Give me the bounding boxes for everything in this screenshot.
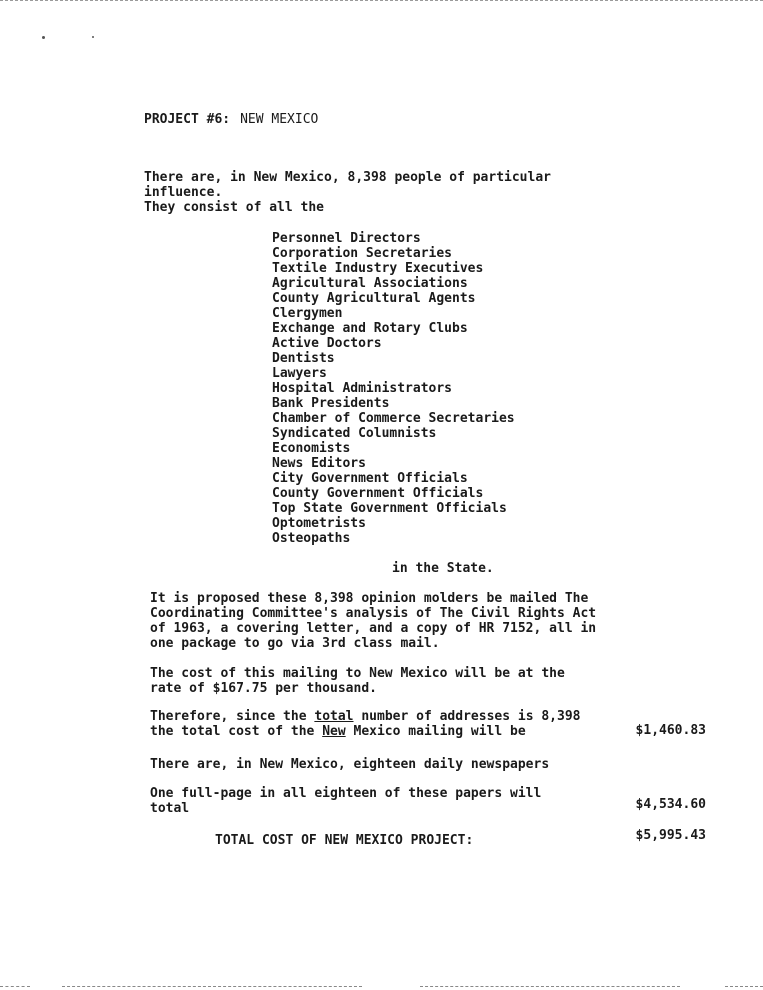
scan-speck — [42, 36, 45, 39]
list-item: Bank Presidents — [272, 396, 390, 411]
list-item: Personnel Directors — [272, 231, 421, 246]
list-item: Corporation Secretaries — [272, 246, 453, 261]
cost-rate-line: rate of $167.75 per thousand. — [150, 681, 377, 696]
in-state-line: in the State. — [392, 561, 494, 576]
title-value: NEW MEXICO — [240, 112, 319, 127]
list-item: Agricultural Associations — [272, 276, 468, 291]
bottom-edge-rule — [420, 986, 680, 987]
grand-total-amount: $5,995.43 — [635, 828, 706, 843]
list-item: Clergymen — [272, 306, 343, 321]
list-item: Lawyers — [272, 366, 327, 381]
list-item: News Editors — [272, 456, 366, 471]
intro-line: There are, in New Mexico, 8,398 people of particular — [144, 170, 551, 185]
proposal-line: It is proposed these 8,398 opinion molders be mailed The — [150, 591, 589, 606]
intro-paragraph — [144, 170, 551, 215]
list-item: Dentists — [272, 351, 335, 366]
list-item: Textile Industry Executives — [272, 261, 484, 276]
bottom-edge-rule — [0, 986, 30, 987]
newspapers-line: There are, in New Mexico, eighteen daily newspapers — [150, 757, 550, 772]
proposal-paragraph — [150, 591, 596, 651]
list-item: Top State Government Officials — [272, 501, 507, 516]
bottom-edge-rule — [725, 986, 763, 987]
underlined-word: New — [322, 724, 346, 739]
mailing-total-line — [150, 709, 581, 724]
mailing-total-line — [150, 724, 581, 739]
text-segment: number of addresses is 8,398 — [353, 709, 581, 724]
list-item: Active Doctors — [272, 336, 382, 351]
fullpage-paragraph — [150, 786, 541, 816]
intro-line: They consist of all the — [144, 200, 325, 215]
text-segment: Therefore, since the — [150, 709, 315, 724]
title-label: PROJECT #6: — [144, 112, 231, 127]
list-item: County Government Officials — [272, 486, 484, 501]
cost-rate-paragraph — [150, 666, 565, 696]
proposal-line: Coordinating Committee's analysis of The Civil Rights Act — [150, 606, 597, 621]
list-item: County Agricultural Agents — [272, 291, 476, 306]
list-item: Chamber of Commerce Secretaries — [272, 411, 515, 426]
mailing-cost-amount: $1,460.83 — [635, 723, 706, 738]
underlined-word: total — [314, 709, 354, 724]
list-item: Optometrists — [272, 516, 366, 531]
list-item: Exchange and Rotary Clubs — [272, 321, 468, 336]
list-item: Economists — [272, 441, 351, 456]
fullpage-line: total — [150, 801, 190, 816]
proposal-line: one package to go via 3rd class mail. — [150, 636, 440, 651]
top-edge-rule — [0, 0, 763, 1]
intro-line: influence. — [144, 185, 223, 200]
text-segment: Mexico mailing will be — [345, 724, 526, 739]
list-item: City Government Officials — [272, 471, 468, 486]
bottom-edge-rule — [62, 986, 362, 987]
grand-total-label: TOTAL COST OF NEW MEXICO PROJECT: — [215, 833, 474, 848]
newspaper-cost-amount: $4,534.60 — [635, 797, 706, 812]
influence-groups-list — [272, 231, 515, 546]
list-item: Syndicated Columnists — [272, 426, 437, 441]
page-title — [144, 112, 318, 127]
mailing-total-paragraph — [150, 709, 581, 739]
text-segment: the total cost of the — [150, 724, 323, 739]
list-item: Osteopaths — [272, 531, 351, 546]
fullpage-line: One full-page in all eighteen of these papers will — [150, 786, 542, 801]
scan-speck — [92, 36, 94, 38]
proposal-line: of 1963, a covering letter, and a copy of HR 7152, all in — [150, 621, 597, 636]
list-item: Hospital Administrators — [272, 381, 453, 396]
cost-rate-line: The cost of this mailing to New Mexico will be at the — [150, 666, 565, 681]
